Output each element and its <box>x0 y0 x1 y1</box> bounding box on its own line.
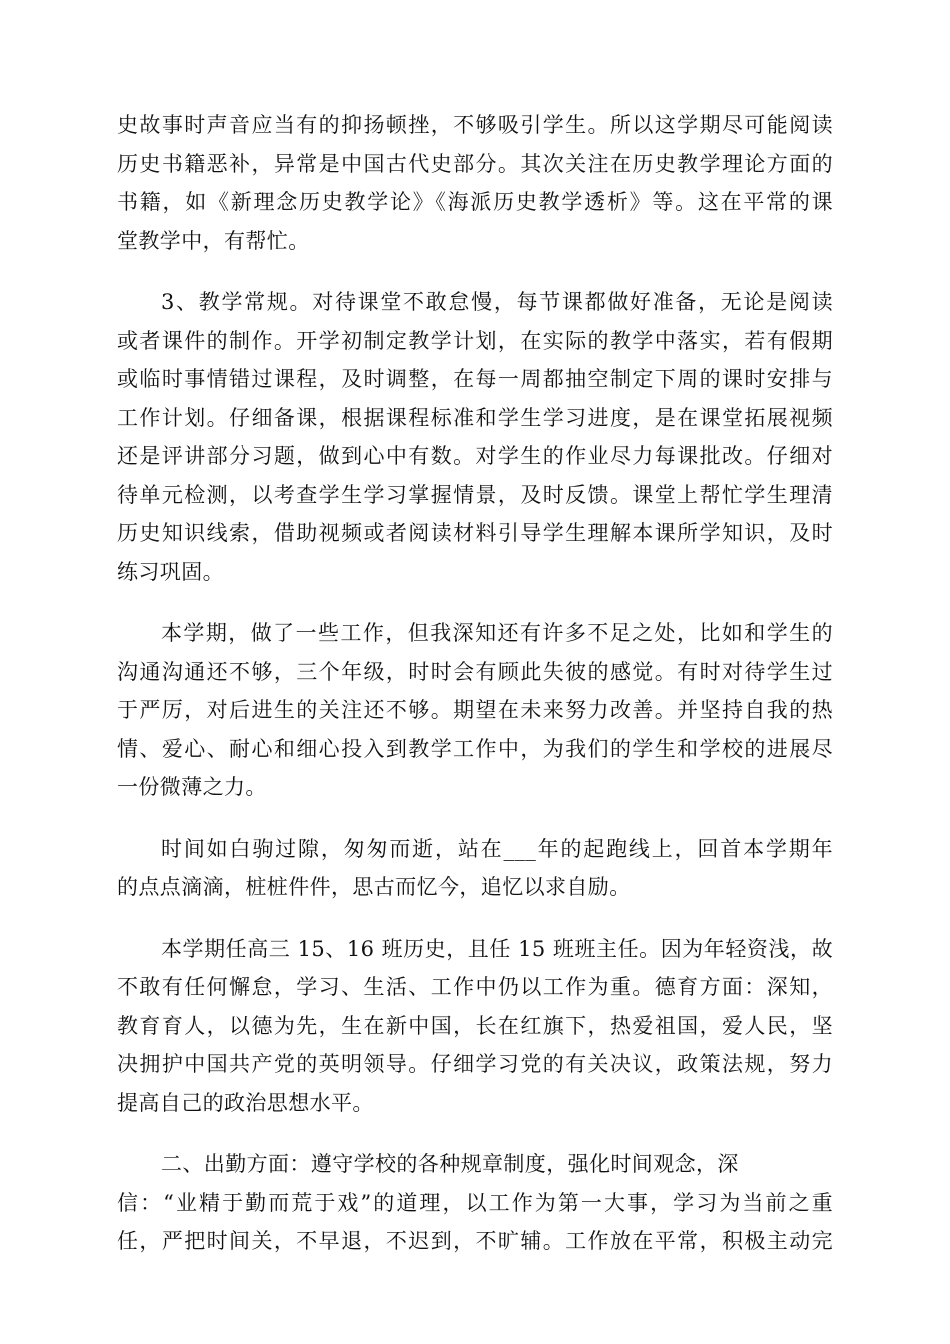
paragraph-teaching-routine <box>117 283 833 591</box>
text-line: 的点点滴滴，桩桩件件，思古而忆今，追忆以求自励。 <box>117 875 631 899</box>
text-line: 或者课件的制作。开学初制定教学计划，在实际的教学中落实，若有假期 <box>117 328 833 353</box>
text-line: 或临时事情错过课程，及时调整，在每一周都抽空制定下周的课时安排与 <box>117 367 833 391</box>
document-page <box>117 106 833 1284</box>
text-line: 还是评讲部分习题，做到心中有数。对学生的作业尽力每课批改。仔细对 <box>117 444 833 468</box>
paragraph-time-passing <box>117 830 833 907</box>
text-line: 信：“业精于勤而荒于戏”的道理，以工作为第一大事，学习为当前之重 <box>117 1190 833 1215</box>
paragraph-history-reading <box>117 106 833 260</box>
text-line: 时间如白驹过隙，匆匆而逝，站在___年的起跑线上，回首本学期年 <box>161 836 833 861</box>
text-line: 任，严把时间关，不早退，不迟到，不旷辅。工作放在平常，积极主动完 <box>117 1229 833 1253</box>
text-line: 二、出勤方面：遵守学校的各种规章制度，强化时间观念，深 <box>161 1152 739 1176</box>
text-line: 一份微薄之力。 <box>117 775 267 799</box>
text-line: 历史知识线索，借助视频或者阅读材料引导学生理解本课所学知识，及时 <box>117 521 833 545</box>
text-line: 史故事时声音应当有的抑扬顿挫，不够吸引学生。所以这学期尽可能阅读 <box>117 113 833 137</box>
text-line: 书籍，如《新理念历史教学论》《海派历史教学透析》等。这在平常的课 <box>117 190 833 214</box>
text-line: 3、教学常规。对待课堂不敢怠慢，每节课都做好准备，无论是阅读 <box>161 290 833 314</box>
text-line: 于严厉，对后进生的关注还不够。期望在未来努力改善。并坚持自我的热 <box>117 698 833 722</box>
text-line: 本学期，做了一些工作，但我深知还有许多不足之处，比如和学生的 <box>161 621 833 645</box>
text-line: 待单元检测，以考查学生学习掌握情景，及时反馈。课堂上帮忙学生理清 <box>117 482 833 507</box>
text-line: 历史书籍恶补，异常是中国古代史部分。其次关注在历史教学理论方面的 <box>117 151 833 176</box>
text-line: 不敢有任何懈怠，学习、生活、工作中仍以工作为重。德育方面：深知， <box>117 975 833 999</box>
text-line: 练习巩固。 <box>117 559 224 584</box>
paragraph-attendance <box>117 1145 833 1261</box>
text-line: 教育育人，以德为先，生在新中国，长在红旗下，热爱祖国，爱人民，坚 <box>117 1013 833 1038</box>
text-line: 提高自己的政治思想水平。 <box>117 1090 374 1115</box>
text-line: 情、爱心、耐心和细心投入到教学工作中，为我们的学生和学校的进展尽 <box>117 736 833 761</box>
text-line: 决拥护中国共产党的英明领导。仔细学习党的有关决议，政策法规，努力 <box>117 1052 833 1076</box>
text-line: 工作计划。仔细备课，根据课程标准和学生学习进度，是在课堂拓展视频 <box>117 405 833 430</box>
paragraph-class-duties <box>117 930 833 1123</box>
text-line: 沟通沟通还不够，三个年级，时时会有顾此失彼的感觉。有时对待学生过 <box>117 659 833 684</box>
text-line: 堂教学中，有帮忙。 <box>117 228 310 253</box>
paragraph-semester-reflection <box>117 614 833 807</box>
text-line: 本学期任高三 15、16 班历史，且任 15 班班主任。因为年轻资浅，故 <box>161 936 833 961</box>
